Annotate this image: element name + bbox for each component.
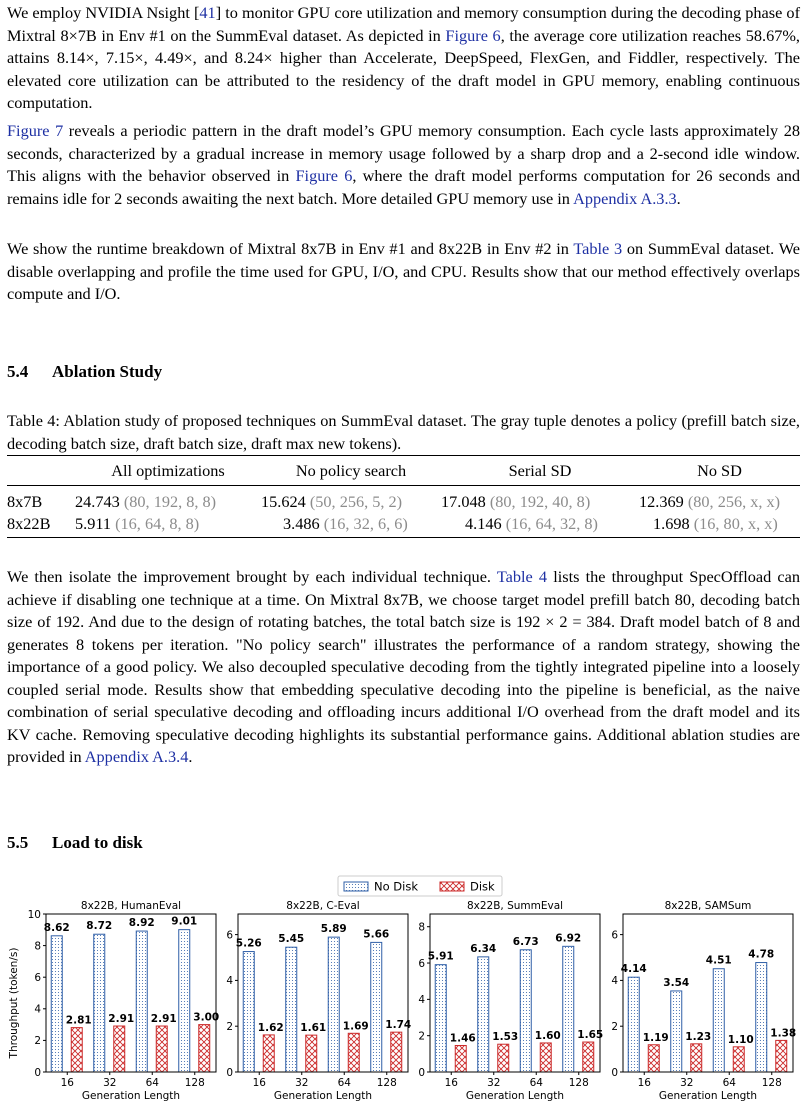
data-label-disk: 1.61 (300, 1022, 327, 1035)
section-title: Load to disk (52, 833, 143, 852)
throughput-bar-chart (0, 868, 800, 1110)
bar-no-disk (628, 977, 639, 1072)
header-no-sd: No SD (697, 461, 742, 480)
para3-text-2: on SummEval dataset. We disable overlapping and profile the time used for GPU, I/O, and CPU. Results show that our method effectively overlaps compute and I/O. (7, 239, 800, 303)
table-cell (261, 513, 441, 538)
table-cell (441, 513, 639, 538)
cell-value: 4.146 (465, 514, 502, 533)
y-tick-label: 4 (34, 1003, 41, 1016)
y-tick-label: 2 (418, 1030, 425, 1043)
para4-text-2: lists the throughput SpecOffload can achieve if disabling one technique at a time. On Mixtral 8x7B, we choose target model prefill batch 80, decoding batch size of 192. And due to the design of rotating batches, the total batch size is 192 × 2 = 384. Draft model batch of 8 and generates 8 tokens per iteration. "No policy search" illustrates the performance of a random strategy, showing the importance of a good policy. We also decoupled speculative decoding from the tightly integrated pipeline into a loosely coupled serial mode. Results show that embedding speculative decoding into the pipeline is beneficial, as the naive combination of serial speculative decoding and offloading incurs additional I/O overhead from the draft model and its KV cache. Removing speculative decoding highlights its substantial performance gains. Additional ablation studies are provided in (7, 567, 800, 766)
data-label-disk: 1.38 (770, 1027, 797, 1040)
y-tick-label: 6 (34, 972, 41, 984)
para3-text-1: We show the runtime breakdown of Mixtral 8x7B in Env #1 and 8x22B in Env #2 in (7, 239, 574, 258)
header-empty (7, 456, 75, 486)
data-label-no-disk: 5.89 (320, 923, 347, 936)
data-label-no-disk: 8.72 (86, 920, 113, 933)
bar-disk (348, 1033, 359, 1072)
bar-no-disk (756, 963, 767, 1072)
bar-disk (391, 1032, 402, 1072)
data-label-no-disk: 5.66 (363, 928, 390, 941)
data-label-disk: 2.91 (108, 1013, 135, 1026)
data-label-disk: 1.62 (257, 1021, 284, 1034)
paragraph-memory-pattern (7, 120, 800, 210)
bar-no-disk (563, 946, 574, 1072)
data-label-no-disk: 3.54 (663, 976, 690, 989)
data-label-no-disk: 6.73 (512, 935, 539, 948)
legend-label-disk: Disk (470, 879, 495, 894)
cell-policy: (16, 80, x, x) (693, 514, 778, 533)
table-cell (639, 486, 800, 514)
para4-text-1: We then isolate the improvement brought by each individual technique. (7, 567, 497, 586)
bar-no-disk (243, 952, 254, 1072)
data-label-no-disk: 6.34 (470, 942, 497, 955)
table-cell (75, 513, 261, 538)
y-tick-label: 2 (611, 1021, 618, 1034)
x-tick-label: 32 (295, 1077, 309, 1089)
x-tick-label: 128 (376, 1077, 397, 1089)
panel-title: 8x22B, SummEval (466, 900, 564, 912)
cell-policy: (16, 32, 6, 6) (323, 514, 408, 533)
panel-title: 8x22B, C-Eval (286, 900, 360, 912)
data-label-no-disk: 4.14 (620, 963, 647, 976)
y-tick-label: 4 (611, 975, 618, 988)
section-heading-load-to-disk (7, 833, 143, 853)
cell-policy: (50, 256, 5, 2) (309, 492, 403, 511)
paragraph-ablation-discussion (7, 566, 800, 769)
table-cell (261, 486, 441, 514)
cell-value: 5.911 (75, 514, 112, 533)
ablation-table (7, 455, 800, 538)
table-header-row (7, 456, 800, 486)
y-tick-label: 0 (611, 1066, 618, 1079)
figure-6-link[interactable]: Figure 6 (445, 25, 501, 45)
bar-disk (498, 1044, 509, 1072)
bar-disk (648, 1045, 659, 1072)
cell-policy: (80, 192, 40, 8) (489, 492, 591, 511)
y-tick-label: 6 (418, 957, 425, 970)
data-label-no-disk: 4.51 (705, 954, 732, 967)
x-tick-label: 64 (722, 1077, 736, 1089)
appendix-a33-link[interactable]: Appendix A.3.3 (573, 188, 677, 208)
x-tick-label: 64 (529, 1077, 543, 1089)
bar-disk (199, 1025, 210, 1072)
para2-text-2: , where the draft model performs computation for 26 seconds and remains idle for 2 seconds awaiting the next batch. More detailed GPU memory use in (7, 166, 801, 208)
bar-no-disk (51, 936, 62, 1072)
data-label-disk: 1.53 (492, 1031, 519, 1044)
bar-no-disk (179, 930, 190, 1072)
x-tick-label: 32 (680, 1077, 694, 1089)
data-label-disk: 2.81 (65, 1014, 92, 1027)
bar-no-disk (713, 969, 724, 1072)
para2-text-3: . (676, 188, 681, 208)
bar-no-disk (371, 942, 382, 1072)
data-label-disk: 1.65 (577, 1029, 604, 1042)
para4-text-3: . (188, 747, 193, 766)
y-tick-label: 6 (611, 929, 618, 942)
y-tick-label: 10 (27, 908, 41, 921)
x-tick-label: 128 (568, 1077, 589, 1089)
panel-title: 8x22B, HumanEval (80, 900, 182, 912)
bar-no-disk (286, 947, 297, 1072)
figure-7-link[interactable]: Figure 7 (7, 121, 64, 140)
para1-text-1: We employ NVIDIA Nsight [ (7, 3, 200, 22)
bar-no-disk (136, 931, 147, 1072)
data-label-disk: 1.10 (727, 1033, 754, 1046)
x-axis-label: Generation Length (81, 1090, 181, 1102)
data-label-disk: 1.46 (449, 1032, 476, 1045)
data-label-no-disk: 4.78 (748, 948, 775, 961)
header-no-policy-search: No policy search (295, 461, 407, 480)
y-tick-label: 8 (34, 940, 41, 953)
bar-no-disk (328, 937, 339, 1072)
citation-41-link[interactable]: 41 (199, 3, 216, 22)
cell-policy: (80, 192, 8, 8) (123, 492, 217, 511)
panel-title: 8x22B, SAMSum (664, 900, 752, 912)
section-title: Ablation Study (52, 362, 163, 381)
data-label-no-disk: 5.26 (235, 937, 262, 950)
y-tick-label: 2 (34, 1035, 41, 1048)
table-4-link[interactable]: Table 4 (496, 567, 548, 586)
y-tick-label: 6 (226, 929, 233, 942)
bar-no-disk (671, 991, 682, 1072)
cell-policy: (16, 64, 8, 8) (115, 514, 200, 533)
section-number: 5.5 (7, 833, 29, 852)
bar-disk (691, 1044, 702, 1072)
bar-disk (114, 1026, 125, 1072)
data-label-disk: 1.74 (385, 1019, 412, 1032)
table-cell (639, 513, 800, 538)
bar-no-disk (478, 957, 489, 1072)
data-label-no-disk: 5.45 (278, 933, 305, 946)
table-row (7, 486, 800, 514)
data-label-no-disk: 8.92 (128, 917, 155, 930)
x-tick-label: 128 (184, 1077, 205, 1089)
paragraph-runtime-breakdown (7, 238, 800, 306)
bar-disk (776, 1040, 787, 1072)
x-axis-label: Generation Length (465, 1090, 565, 1102)
x-tick-label: 16 (60, 1077, 74, 1089)
x-tick-label: 64 (337, 1077, 351, 1089)
x-tick-label: 128 (761, 1077, 782, 1089)
x-tick-label: 32 (103, 1077, 117, 1089)
data-label-disk: 1.23 (685, 1030, 712, 1043)
x-tick-label: 64 (145, 1077, 159, 1089)
data-label-no-disk: 8.62 (43, 921, 70, 934)
paragraph-gpu-utilization (7, 2, 800, 115)
x-axis-label: Generation Length (273, 1090, 373, 1102)
table-3-link[interactable]: Table 3 (573, 239, 623, 258)
x-tick-label: 16 (444, 1077, 458, 1089)
header-all-optimizations: All optimizations (111, 461, 225, 480)
legend-swatch-disk (440, 882, 464, 891)
bar-disk (540, 1043, 551, 1072)
y-tick-label: 0 (34, 1066, 41, 1079)
figure-6-link-2[interactable]: Figure 6 (295, 166, 353, 185)
data-label-disk: 2.91 (150, 1013, 177, 1026)
row-model-8x22b: 8x22B (7, 514, 51, 533)
appendix-a34-link[interactable]: Appendix A.3.4 (84, 747, 189, 766)
table-cell (75, 486, 261, 514)
y-axis-label: Throughput (token/s) (8, 947, 20, 1059)
y-tick-label: 8 (418, 921, 425, 934)
bar-no-disk (435, 965, 446, 1072)
bar-no-disk (520, 950, 531, 1072)
bar-disk (583, 1042, 594, 1072)
data-label-no-disk: 5.91 (427, 950, 454, 963)
table-cell (441, 486, 639, 514)
data-label-no-disk: 9.01 (171, 915, 198, 928)
bar-no-disk (94, 934, 105, 1072)
cell-value: 24.743 (75, 492, 120, 511)
bar-disk (733, 1047, 744, 1072)
cell-policy: (80, 256, x, x) (687, 492, 781, 511)
y-tick-label: 4 (418, 994, 425, 1007)
para2-text-1: reveals a periodic pattern in the draft model’s GPU memory consumption. Each cycle lasts approximately 28 seconds, characterized by a gradual increase in memory usage followed by a sharp drop and a 2-second idle window. This aligns with the behavior observed in (7, 121, 801, 185)
legend-label-no-disk: No Disk (374, 879, 418, 894)
x-axis-label: Generation Length (658, 1090, 758, 1102)
cell-value: 12.369 (639, 492, 684, 511)
table-row (7, 513, 800, 538)
figure-load-to-disk (0, 868, 800, 1110)
x-tick-label: 32 (487, 1077, 501, 1089)
y-tick-label: 0 (226, 1066, 233, 1079)
para1-text-2: ] to monitor GPU core utilization and memory consumption during the decoding phase of Mixtral 8×7B in Env #1 on the SummEval dataset. As depicted in (7, 3, 800, 45)
bar-disk (156, 1026, 167, 1072)
table-4-caption: Table 4: Ablation study of proposed techniques on SummEval dataset. The gray tuple denotes a policy (prefill batch size, decoding batch size, draft batch size, draft max new tokens). (7, 411, 800, 453)
row-model-8x7b: 8x7B (7, 492, 43, 511)
cell-policy: (16, 64, 32, 8) (505, 514, 598, 533)
y-tick-label: 0 (418, 1066, 425, 1079)
bar-disk (455, 1045, 466, 1072)
y-tick-label: 4 (226, 975, 233, 988)
bar-disk (263, 1035, 274, 1072)
data-label-disk: 1.60 (534, 1029, 561, 1042)
data-label-disk: 3.00 (193, 1011, 220, 1024)
bar-disk (71, 1028, 82, 1072)
section-heading-ablation (7, 362, 162, 382)
y-tick-label: 2 (226, 1021, 233, 1034)
cell-value: 3.486 (283, 514, 320, 533)
bar-disk (306, 1035, 317, 1072)
legend-swatch-no-disk (344, 882, 368, 891)
cell-value: 1.698 (653, 514, 690, 533)
data-label-disk: 1.19 (642, 1031, 669, 1044)
data-label-disk: 1.69 (342, 1020, 369, 1033)
cell-value: 15.624 (261, 492, 306, 511)
x-tick-label: 16 (637, 1077, 651, 1089)
data-label-no-disk: 6.92 (555, 932, 582, 945)
cell-value: 17.048 (441, 492, 486, 511)
para1-text-3: , the average core utilization reaches 58.67%, attains 8.14×, 7.15×, 4.49×, and 8.24× higher than Accelerate, DeepSpeed, FlexGen, and Fiddler, respectively. The elevated core utilization can be attributed to the residency of the draft model in GPU memory, enabling continuous computation. (7, 25, 800, 112)
section-number: 5.4 (7, 362, 29, 381)
x-tick-label: 16 (252, 1077, 266, 1089)
header-serial-sd: Serial SD (508, 461, 572, 480)
